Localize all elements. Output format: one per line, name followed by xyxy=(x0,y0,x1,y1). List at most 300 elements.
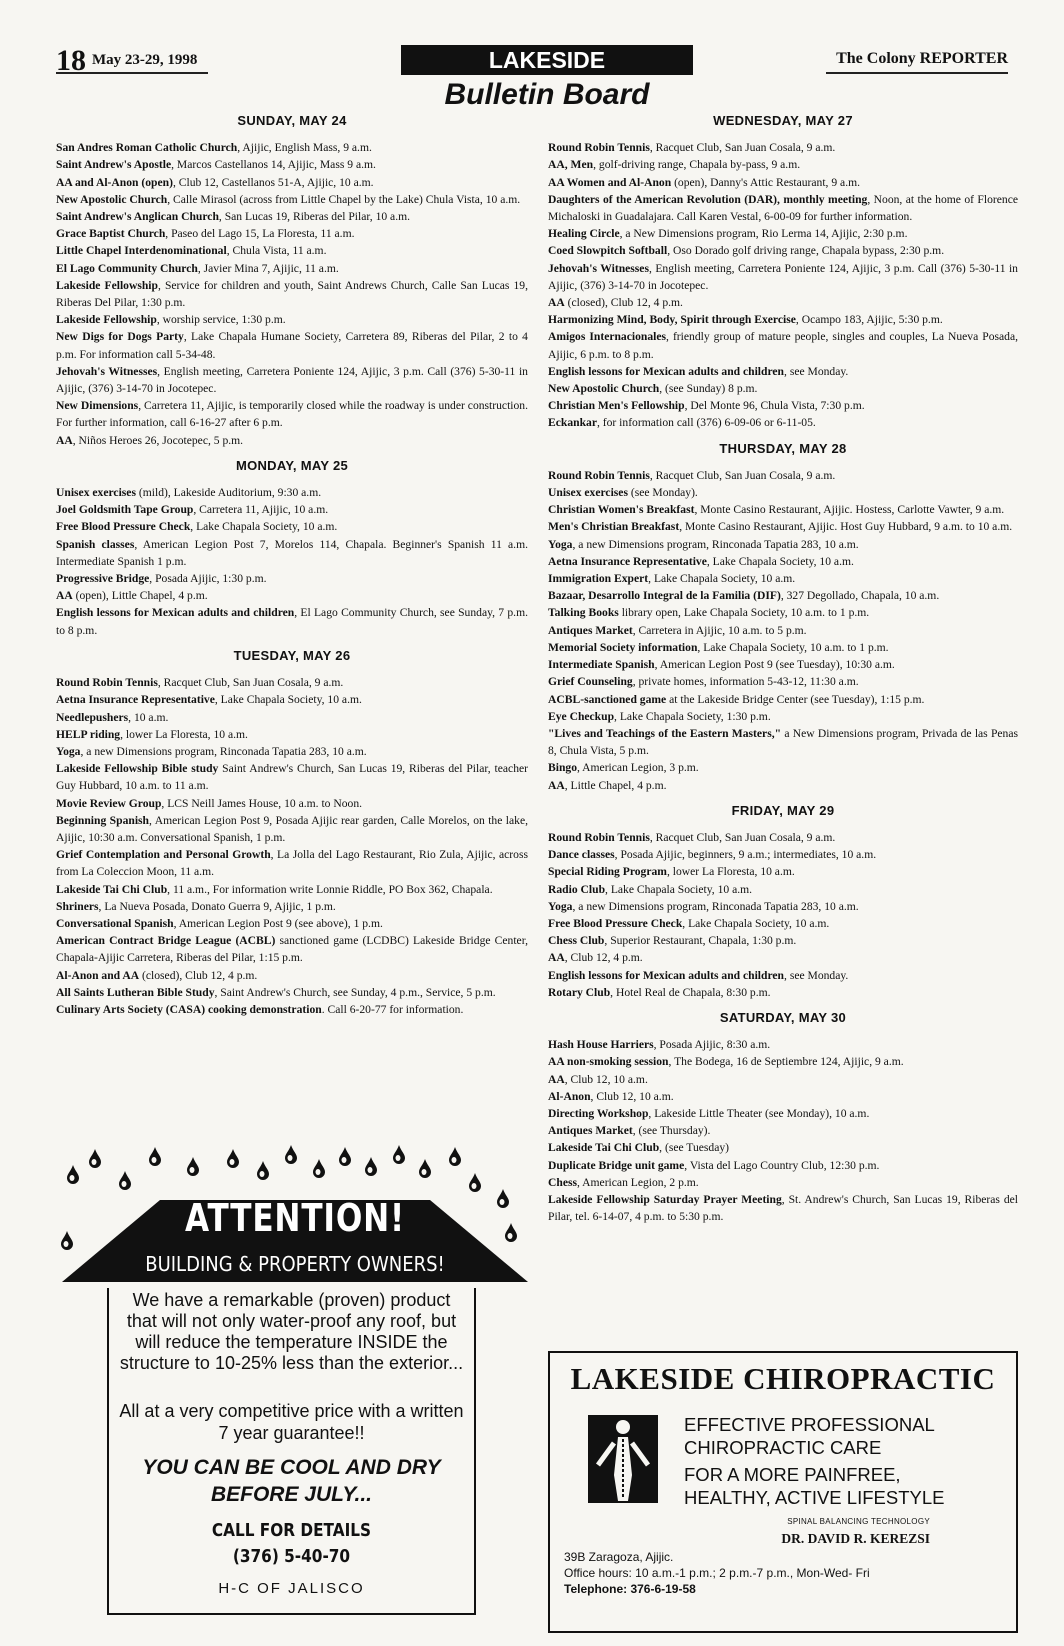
listing-details: , Lake Chapala Society, 10 a.m. xyxy=(682,916,830,930)
raindrop-icon xyxy=(118,1171,132,1191)
listing-item xyxy=(548,829,1018,846)
listing-name: Aetna Insurance Representative xyxy=(56,693,215,707)
listing-details: Saint Andrew's Church, San Lucas 19, Riberas del Pilar, teacher Guy Hubbard, 10 a.m. to 11 a.m. xyxy=(56,762,528,793)
raindrop-icon xyxy=(88,1149,102,1169)
listing-item xyxy=(56,881,528,898)
listing-item xyxy=(548,553,1018,570)
chiropractic-tech: SPINAL BALANCING TECHNOLOGY xyxy=(787,1517,930,1526)
attention-call-label: CALL FOR DETAILS xyxy=(211,1520,372,1541)
attention-phone: (376) 5-40-70 xyxy=(232,1546,351,1567)
listing-name: Round Robin Tennis xyxy=(56,676,158,690)
listing-details: , private homes, information 5-43-12, 11:30 a.m. xyxy=(632,675,859,689)
attention-slogan: YOU CAN BE COOL AND DRY BEFORE JULY... xyxy=(142,1456,441,1506)
listing-item xyxy=(56,795,528,812)
attention-company: H-C OF JALISCO xyxy=(218,1580,365,1597)
listing-item xyxy=(56,191,528,208)
listing-name: Christian Men's Fellowship xyxy=(548,399,685,413)
raindrop-icon xyxy=(226,1149,240,1169)
listing-name: Lakeside Fellowship Saturday Prayer Meeting xyxy=(548,1192,782,1206)
header-rule-right xyxy=(826,72,1008,74)
listing-details: . Call 6-20-77 for information. xyxy=(321,1002,464,1016)
listing-details: , English meeting, Carretera Poniente 124, Ajijic, 3 p.m. Call (376) 5-30-11 in Ajijic, (376) 3-14-70 in Jocotepec. xyxy=(56,364,528,396)
listing-name: Eye Checkup xyxy=(548,709,615,723)
listing-details: , Chula Vista, 11 a.m. xyxy=(226,244,327,258)
listing-item xyxy=(548,673,1018,690)
listing-name: Amigos Internacionales xyxy=(548,330,667,344)
listing-details: , Lake Chapala Humane Society, Carretera 89, Riberas del Pilar, 2 to 4 p.m. For information call 5-34-48. xyxy=(56,330,528,361)
listing-details: , American Legion Post 7, Morelos 114, Chapala. Beginner's Spanish 11 a.m. Intermediate Spanish 1 p.m. xyxy=(56,537,528,568)
listing-details: , Javier Mina 7, Ajijic, 11 a.m. xyxy=(197,261,339,275)
listing-name: Chess xyxy=(548,1175,577,1189)
listing-details: , (see Tuesday) xyxy=(659,1141,730,1155)
listing-name: Grace Baptist Church xyxy=(56,227,166,241)
listing-name: Round Robin Tennis xyxy=(548,468,650,482)
listing-name: AA xyxy=(548,1072,565,1086)
listing-details: , American Legion Post 9, Posada Ajijic rear garden, Calle Morelos, on the lake, Ajijic, 10:30 a.m. Conversational Spanish, 1 p.m. xyxy=(56,813,528,844)
listing-name: Al-Anon and AA xyxy=(56,968,140,982)
listing-name: New Apostolic Church xyxy=(56,192,168,206)
listing-name: Duplicate Bridge unit game xyxy=(548,1158,685,1172)
listing-details: , 327 Degollado, Chapala, 10 a.m. xyxy=(780,589,940,603)
chiropractic-ad xyxy=(548,1351,1018,1633)
listing-item xyxy=(548,225,1018,242)
listing-name: Bazaar, Desarrollo Integral de la Familia (DIF) xyxy=(548,589,781,603)
listing-item xyxy=(548,984,1018,1001)
listing-item xyxy=(56,432,528,449)
listing-name: AA non-smoking session xyxy=(548,1055,669,1069)
listing-item xyxy=(56,743,528,760)
listing-details: , Lake Chapala Society, 10 a.m. xyxy=(214,693,362,707)
listing-details: , Lakeside Little Theater (see Monday), 10 a.m. xyxy=(648,1106,870,1120)
listing-item xyxy=(548,604,1018,621)
listing-name: Dance classes xyxy=(548,848,615,862)
raindrop-icon xyxy=(392,1145,406,1165)
listing-item xyxy=(548,518,1018,535)
listing-item xyxy=(548,1088,1018,1105)
listing-details: , lower La Floresta, 10 a.m. xyxy=(666,865,795,879)
listing-item xyxy=(548,174,1018,191)
listing-item xyxy=(56,225,528,242)
listing-item xyxy=(548,759,1018,776)
header-rule-left xyxy=(56,72,208,74)
listing-name: Jehovah's Witnesses xyxy=(56,364,158,378)
listing-item xyxy=(548,725,1018,759)
listing-name: Grief Contemplation and Personal Growth xyxy=(56,848,271,862)
listing-details: , Superior Restaurant, Chapala, 1:30 p.m. xyxy=(604,934,797,948)
listing-item xyxy=(548,949,1018,966)
day-heading: MONDAY, MAY 25 xyxy=(235,457,349,473)
day-heading: FRIDAY, MAY 29 xyxy=(731,802,835,818)
listing-details: (see Monday). xyxy=(627,486,698,500)
listing-details: (closed), Club 12, 4 p.m. xyxy=(564,296,683,310)
listing-item xyxy=(548,139,1018,156)
listing-item xyxy=(548,1071,1018,1088)
listing-details: , LCS Neill James House, 10 a.m. to Noon. xyxy=(161,796,363,810)
listing-details: , Posada Ajijic, 8:30 a.m. xyxy=(653,1038,771,1052)
day-heading: SATURDAY, MAY 30 xyxy=(719,1009,847,1025)
listing-name: Needlepushers xyxy=(56,710,129,724)
section-title: LAKESIDE xyxy=(488,47,606,73)
chiropractic-hours: Office hours: 10 a.m.-1 p.m.; 2 p.m.-7 p.m., Mon-Wed- Fri xyxy=(564,1566,870,1580)
listing-name: Chess Club xyxy=(548,934,605,948)
raindrop-icon xyxy=(148,1147,162,1167)
listing-name: Round Robin Tennis xyxy=(548,830,650,844)
chiropractic-tagline-2: FOR A MORE PAINFREE, HEALTHY, ACTIVE LIFESTYLE xyxy=(684,1464,945,1508)
listing-details: , Marcos Castellanos 14, Ajijic, Mass 9 a.m. xyxy=(171,158,376,172)
listing-name: Eckankar xyxy=(548,416,597,430)
listing-details: a New Dimensions program, Privada de las Penas 8, Chula Vista, 5 p.m. xyxy=(548,726,1018,758)
listing-details: (open), Danny's Attic Restaurant, 9 a.m. xyxy=(671,175,861,189)
listing-details: , La Jolla del Lago Restaurant, Rio Zula, Ajijic, across from La Coleccion Moon, 11 a.m. xyxy=(56,848,528,879)
attention-title: ATTENTION! xyxy=(184,1196,406,1240)
listing-item xyxy=(56,915,528,932)
listing-item xyxy=(548,1139,1018,1156)
listing-details: , The Bodega, 16 de Septiembre 124, Ajijic, 9 a.m. xyxy=(668,1055,904,1069)
raindrop-icon xyxy=(256,1161,270,1181)
listing-item xyxy=(56,208,528,225)
listing-name: Beginning Spanish xyxy=(56,813,150,827)
listing-details: , Saint Andrew's Church, see Sunday, 4 p.m., Service, 5 p.m. xyxy=(214,985,496,999)
listing-item xyxy=(548,311,1018,328)
spine-figure-icon xyxy=(588,1415,658,1503)
listing-name: Unisex exercises xyxy=(56,486,136,500)
listing-item xyxy=(548,967,1018,984)
listing-item xyxy=(548,501,1018,518)
listing-details: , Monte Casino Restaurant, Ajijic. Host Guy Hubbard, 9 a.m. to 10 a.m. xyxy=(679,520,1013,534)
listing-name: Radio Club xyxy=(548,882,606,896)
listing-details: (open), Little Chapel, 4 p.m. xyxy=(72,589,208,603)
listing-name: Daughters of the American Revolution (DAR), monthly meeting xyxy=(548,192,868,206)
listing-details: sanctioned game (LCDBC) Lakeside Bridge Center, Chapala-Ajijic Carretera, Riberas del Pilar, 1:15 p.m. xyxy=(56,934,528,965)
listing-name: Talking Books xyxy=(548,606,619,620)
listing-details: , Club 12, 10 a.m. xyxy=(590,1089,674,1103)
listing-details: , (see Thursday). xyxy=(632,1124,711,1138)
chiropractic-tagline-1: EFFECTIVE PROFESSIONAL CHIROPRACTIC CARE xyxy=(684,1414,935,1458)
listing-name: Culinary Arts Society (CASA) cooking demonstration xyxy=(56,1002,322,1016)
listing-name: AA, Men xyxy=(548,158,594,172)
listing-name: AA xyxy=(56,433,73,447)
listing-item xyxy=(548,363,1018,380)
day-heading: THURSDAY, MAY 28 xyxy=(719,440,847,456)
listing-item xyxy=(548,639,1018,656)
listing-details: , English meeting, Carretera Poniente 124, Ajijic, 3 p.m. Call (376) 5-30-11 in Ajijic, (376) 3-14-70 in Jocotepec. xyxy=(548,261,1018,292)
listing-details: , Lake Chapala Society, 10 a.m. xyxy=(605,882,753,896)
listing-details: , San Lucas 19, Riberas del Pilar, 10 a.m. xyxy=(218,210,411,224)
listing-item xyxy=(56,277,528,311)
listing-name: Aetna Insurance Representative xyxy=(548,554,707,568)
listing-item xyxy=(548,1036,1018,1053)
listing-item xyxy=(56,709,528,726)
listing-item xyxy=(548,380,1018,397)
listing-item xyxy=(548,536,1018,553)
listing-details: , a new Dimensions program, Rinconada Tapatia 283, 10 a.m. xyxy=(572,537,859,551)
listing-item xyxy=(56,328,528,362)
listing-details: , Club 12, 4 p.m. xyxy=(564,951,643,965)
listing-item xyxy=(56,587,528,604)
listing-name: Joel Goldsmith Tape Group xyxy=(56,503,194,517)
listing-item xyxy=(56,846,528,880)
listing-name: Jehovah's Witnesses xyxy=(548,261,649,275)
day-heading: TUESDAY, MAY 26 xyxy=(233,647,351,663)
listing-details: , Posada Ajijic, 1:30 p.m. xyxy=(149,572,267,586)
listing-item xyxy=(56,604,528,638)
listing-item xyxy=(56,691,528,708)
listing-name: Hash House Harriers xyxy=(548,1038,654,1052)
listing-item xyxy=(548,881,1018,898)
raindrop-icon xyxy=(468,1173,482,1193)
listing-item xyxy=(56,139,528,156)
listing-name: Bingo xyxy=(548,761,577,775)
day-heading: SUNDAY, MAY 24 xyxy=(237,113,347,128)
listing-name: English lessons for Mexican adults and children xyxy=(56,606,295,620)
listing-item xyxy=(56,674,528,691)
listing-item xyxy=(548,777,1018,794)
raindrop-icon xyxy=(186,1157,200,1177)
listing-name: Shriners xyxy=(56,899,99,913)
listing-name: Progressive Bridge xyxy=(56,572,150,586)
listing-name: Lakeside Fellowship xyxy=(56,313,157,327)
listing-name: Intermediate Spanish xyxy=(548,658,655,672)
listing-name: Healing Circle xyxy=(548,227,620,241)
chiropractic-address: 39B Zaragoza, Ajijic. xyxy=(564,1550,674,1564)
listing-name: Spanish classes xyxy=(56,537,135,551)
listing-name: New Dimensions xyxy=(56,399,139,413)
raindrop-icon xyxy=(66,1165,80,1185)
listing-item xyxy=(548,1105,1018,1122)
listing-item xyxy=(548,708,1018,725)
listing-item xyxy=(548,294,1018,311)
listing-name: Yoga xyxy=(548,899,573,913)
listing-item xyxy=(56,898,528,915)
raindrop-icon xyxy=(448,1147,462,1167)
listing-item xyxy=(548,467,1018,484)
listing-item xyxy=(56,967,528,984)
listing-name: El Lago Community Church xyxy=(56,261,198,275)
listing-item xyxy=(56,1001,528,1018)
listing-item xyxy=(548,242,1018,259)
listing-item xyxy=(548,898,1018,915)
listing-details: , Calle Mirasol (across from Little Chapel by the Lake) Chula Vista, 10 a.m. xyxy=(167,192,521,206)
listing-name: Lakeside Tai Chi Club xyxy=(548,1141,660,1155)
listing-details: , a new Dimensions program, Rinconada Tapatia 283, 10 a.m. xyxy=(80,744,367,758)
listing-item xyxy=(548,484,1018,501)
listing-item xyxy=(548,397,1018,414)
listing-name: ACBL-sanctioned game xyxy=(548,692,667,706)
listing-details: , Lake Chapala Society, 10 a.m. to 1 p.m. xyxy=(697,640,889,654)
listing-name: American Contract Bridge League (ACBL) xyxy=(56,934,276,948)
chiropractic-title: LAKESIDE CHIROPRACTIC xyxy=(570,1361,996,1396)
day-heading: WEDNESDAY, MAY 27 xyxy=(713,113,853,128)
right-column xyxy=(548,104,1018,1225)
listing-name: New Apostolic Church xyxy=(548,382,660,396)
listing-item xyxy=(56,174,528,191)
section-subtitle: Bulletin Board xyxy=(444,78,650,111)
listing-item xyxy=(56,984,528,1001)
raindrop-icon xyxy=(364,1157,378,1177)
listing-name: Lakeside Tai Chi Club xyxy=(56,882,168,896)
listing-item xyxy=(548,691,1018,708)
listing-item xyxy=(56,536,528,570)
listing-name: Christian Women's Breakfast xyxy=(548,503,695,517)
listing-item xyxy=(548,156,1018,173)
listing-name: Unisex exercises xyxy=(548,486,628,500)
raindrop-icon xyxy=(418,1159,432,1179)
chiropractic-doctor: DR. DAVID R. KEREZSI xyxy=(781,1531,930,1546)
listing-name: Al-Anon xyxy=(548,1089,591,1103)
listing-details: library open, Lake Chapala Society, 10 a.m. to 1 p.m. xyxy=(618,606,870,620)
raindrop-icon xyxy=(338,1147,352,1167)
listing-details: , friendly group of mature people, singles and couples, La Nueva Posada, Ajijic, 6 p.m. to 8 p.m. xyxy=(548,330,1019,361)
listing-item xyxy=(548,570,1018,587)
listing-details: , Club 12, Castellanos 51-A, Ajijic, 10 a.m. xyxy=(172,175,374,189)
listing-name: Coed Slowpitch Softball xyxy=(548,244,668,258)
listing-name: Round Robin Tennis xyxy=(548,141,650,155)
listing-name: Special Riding Program xyxy=(548,865,667,879)
listing-details: , see Monday. xyxy=(784,968,849,982)
chiropractic-phone: Telephone: 376-6-19-58 xyxy=(564,1582,696,1596)
listing-details: , Niños Heroes 26, Jocotepec, 5 p.m. xyxy=(72,433,244,447)
listing-item xyxy=(548,656,1018,673)
listing-details: , Paseo del Lago 15, La Floresta, 11 a.m. xyxy=(165,227,355,241)
listing-details: , Lake Chapala Society, 1:30 p.m. xyxy=(614,709,771,723)
listing-details: , (see Sunday) 8 p.m. xyxy=(659,382,758,396)
listing-item xyxy=(56,242,528,259)
listing-name: AA xyxy=(548,951,565,965)
raindrop-icon xyxy=(312,1159,326,1179)
listing-item xyxy=(56,812,528,846)
listing-item xyxy=(548,622,1018,639)
listing-name: AA xyxy=(548,778,565,792)
listing-item xyxy=(56,363,528,397)
listing-name: All Saints Lutheran Bible Study xyxy=(56,985,215,999)
listing-name: Conversational Spanish xyxy=(56,916,174,930)
listing-item xyxy=(548,587,1018,604)
listing-details: , Little Chapel, 4 p.m. xyxy=(564,778,667,792)
issue-date: May 23-29, 1998 xyxy=(92,52,198,68)
listing-details: , Ajijic, English Mass, 9 a.m. xyxy=(237,141,372,155)
listing-name: New Digs for Dogs Party xyxy=(56,330,184,344)
listing-name: Men's Christian Breakfast xyxy=(548,520,680,534)
listing-details: at the Lakeside Bridge Center (see Tuesday), 1:15 p.m. xyxy=(666,692,925,706)
listing-name: Yoga xyxy=(548,537,573,551)
listing-details: , Service for children and youth, Saint Andrews Church, Calle San Lucas 19, Riberas Del Pilar, 1:30 p.m. xyxy=(56,278,528,310)
listing-item xyxy=(548,1157,1018,1174)
listing-details: , Racquet Club, San Juan Cosala, 9 a.m. xyxy=(649,141,836,155)
listing-details: , American Legion, 2 p.m. xyxy=(577,1175,699,1189)
listing-details: , for information call (376) 6-09-06 or 6-11-05. xyxy=(596,416,816,430)
listing-name: Memorial Society information xyxy=(548,640,698,654)
listing-details: , golf-driving range, Chapala by-pass, 9 a.m. xyxy=(593,158,801,172)
listing-details: , Vista del Lago Country Club, 12:30 p.m. xyxy=(684,1158,880,1172)
listing-item xyxy=(548,1053,1018,1070)
listing-item xyxy=(56,501,528,518)
newspaper-name: The Colony REPORTER xyxy=(836,50,1008,67)
listing-name: Antiques Market xyxy=(548,1124,633,1138)
listing-name: Grief Counseling xyxy=(548,675,633,689)
listing-name: Harmonizing Mind, Body, Spirit through Exercise xyxy=(548,313,796,327)
listing-item xyxy=(56,932,528,966)
listing-details: , Carretera 11, Ajijic, is temporarily closed while the roadway is under construction. For further information, call 6-16-27 after 6 p.m. xyxy=(56,399,529,430)
listing-item xyxy=(56,311,528,328)
listing-name: Antiques Market xyxy=(548,623,633,637)
left-column xyxy=(56,104,528,1018)
listing-item xyxy=(56,484,528,501)
listing-name: Free Blood Pressure Check xyxy=(56,520,191,534)
listing-details: , Carretera 11, Ajijic, 10 a.m. xyxy=(193,503,329,517)
listing-item xyxy=(56,726,528,743)
listing-details: , 10 a.m. xyxy=(128,710,169,724)
listing-details: , lower La Floresta, 10 a.m. xyxy=(120,727,248,741)
listing-details: (closed), Club 12, 4 p.m. xyxy=(139,968,258,982)
listing-name: Directing Workshop xyxy=(548,1106,649,1120)
chiropractic-contact xyxy=(564,1549,870,1597)
listing-name: HELP riding xyxy=(56,727,121,741)
listing-details: , St. Andrew's Church, San Lucas 19, Riberas del Pilar, tel. 6-14-07, 4 p.m. to 5:30 p.m. xyxy=(548,1192,1018,1224)
listing-name: Saint Andrew's Anglican Church xyxy=(56,210,219,224)
listing-details: (mild), Lakeside Auditorium, 9:30 a.m. xyxy=(135,486,322,500)
listing-item xyxy=(56,397,528,431)
listing-item xyxy=(548,932,1018,949)
listing-details: , American Legion, 3 p.m. xyxy=(577,761,699,775)
listing-name: Lakeside Fellowship xyxy=(56,278,158,292)
listing-details: , Carretera in Ajijic, 10 a.m. to 5 p.m. xyxy=(632,623,807,637)
listing-details: , American Legion Post 9 (see above), 1 p.m. xyxy=(173,916,383,930)
listing-item xyxy=(548,1174,1018,1191)
listing-item xyxy=(548,328,1018,362)
listing-details: , worship service, 1:30 p.m. xyxy=(156,313,286,327)
listing-name: Saint Andrew's Apostle xyxy=(56,158,172,172)
listing-details: , Racquet Club, San Juan Cosala, 9 a.m. xyxy=(649,468,836,482)
listing-details: , Lake Chapala Society, 10 a.m. xyxy=(648,572,796,586)
listing-details: , Club 12, 10 a.m. xyxy=(564,1072,648,1086)
listing-details: , Ocampo 183, Ajijic, 5:30 p.m. xyxy=(795,313,943,327)
listing-item xyxy=(548,1122,1018,1139)
listing-name: Yoga xyxy=(56,744,81,758)
listing-name: Rotary Club xyxy=(548,985,611,999)
attention-price-text: All at a very competitive price with a written 7 year guarantee!! xyxy=(119,1401,464,1443)
listing-name: Little Chapel Interdenominational xyxy=(56,244,227,258)
listing-details: , Lake Chapala Society, 10 a.m. xyxy=(706,554,854,568)
listing-details: , a new Dimensions program, Rinconada Tapatia 283, 10 a.m. xyxy=(572,899,859,913)
listing-details: , see Monday. xyxy=(784,364,849,378)
attention-body-box xyxy=(107,1288,476,1615)
listing-name: English lessons for Mexican adults and children xyxy=(548,968,785,982)
listing-details: , American Legion Post 9 (see Tuesday), 10:30 a.m. xyxy=(654,658,895,672)
listing-name: Free Blood Pressure Check xyxy=(548,916,683,930)
listing-item xyxy=(548,1191,1018,1225)
listing-details: , Racquet Club, San Juan Cosala, 9 a.m. xyxy=(649,830,836,844)
attention-body-text: We have a remarkable (proven) product that will not only water-proof any roof, but will reduce the temperature INSIDE the structure to 10-25% less than the exterior... xyxy=(119,1290,464,1373)
listing-details: , Monte Casino Restaurant, Ajijic. Hostess, Carlotte Vawter, 9 a.m. xyxy=(694,503,1005,517)
listing-item xyxy=(56,260,528,277)
listing-name: San Andres Roman Catholic Church xyxy=(56,141,238,155)
listing-details: , Hotel Real de Chapala, 8:30 p.m. xyxy=(610,985,771,999)
page-number: 18 xyxy=(56,44,86,77)
listing-name: "Lives and Teachings of the Eastern Masters," xyxy=(548,726,782,740)
listing-name: Immigration Expert xyxy=(548,572,649,586)
raindrop-icon xyxy=(284,1145,298,1165)
listing-details: , a New Dimensions program, Rio Lerma 14, Ajijic, 2:30 p.m. xyxy=(619,227,908,241)
listing-item xyxy=(56,156,528,173)
listing-name: English lessons for Mexican adults and children xyxy=(548,364,785,378)
listing-item xyxy=(56,518,528,535)
listing-details: , 11 a.m., For information write Lonnie Riddle, PO Box 362, Chapala. xyxy=(167,882,493,896)
listing-details: , Del Monte 96, Chula Vista, 7:30 p.m. xyxy=(684,399,865,413)
attention-subtitle: BUILDING & PROPERTY OWNERS! xyxy=(145,1252,445,1276)
listing-item xyxy=(548,191,1018,225)
listing-details: , Lake Chapala Society, 10 a.m. xyxy=(190,520,338,534)
listing-name: AA Women and Al-Anon xyxy=(548,175,672,189)
